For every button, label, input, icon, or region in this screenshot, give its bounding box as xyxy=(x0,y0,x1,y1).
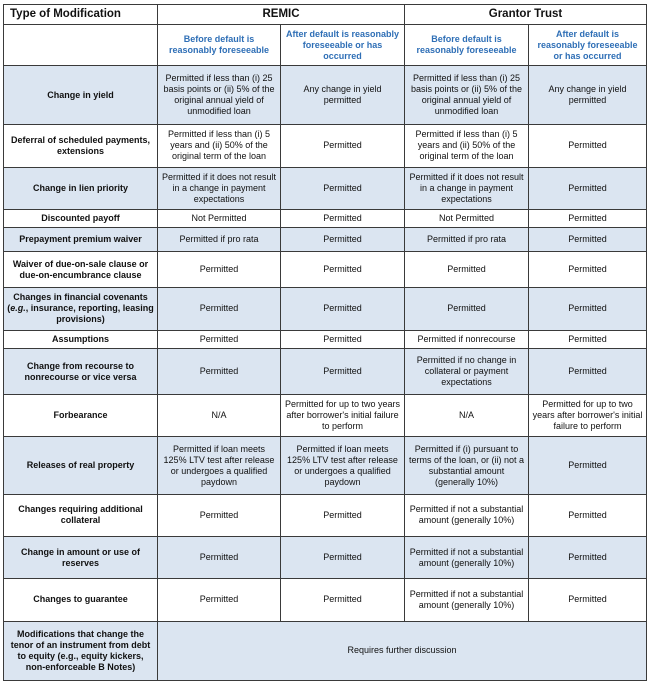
row-label: Modifications that change the tenor of an instrument from debt to equity (e.g., equity kickers, non-enforceable B Notes) xyxy=(4,621,158,680)
gt-before-cell: Permitted if no change in collateral or payment expectations xyxy=(405,348,529,394)
gt-before-cell: Permitted xyxy=(405,287,529,330)
table-row xyxy=(4,210,647,228)
table-row xyxy=(4,124,647,167)
row-label: Prepayment premium waiver xyxy=(4,228,158,252)
gt-before-cell: Permitted if not a substantial amount (generally 10%) xyxy=(405,537,529,579)
row-label xyxy=(4,287,158,330)
remic-before-cell: Permitted if pro rata xyxy=(158,228,281,252)
remic-before-cell: N/A xyxy=(158,395,281,437)
gt-after-cell: Permitted xyxy=(529,287,647,330)
row-label-post: , insurance, reporting, leasing provisions) xyxy=(25,303,154,325)
remic-after-cell: Permitted xyxy=(281,210,405,228)
remic-before-cell: Permitted xyxy=(158,287,281,330)
remic-before-cell: Permitted if less than (i) 5 years and (ii) 50% of the original term of the loan xyxy=(158,124,281,167)
row-label: Assumptions xyxy=(4,330,158,348)
table-row xyxy=(4,330,647,348)
table-row xyxy=(4,494,647,536)
table-row xyxy=(4,395,647,437)
gt-after-subheader: After default is reasonably foreseeable or has occurred xyxy=(529,25,647,66)
remic-after-cell: Permitted xyxy=(281,330,405,348)
gt-after-cell: Permitted xyxy=(529,330,647,348)
gt-before-cell: Permitted xyxy=(405,252,529,287)
gt-before-cell: Permitted if less than (i) 5 years and (ii) 50% of the original term of the loan xyxy=(405,124,529,167)
gt-after-cell: Permitted xyxy=(529,228,647,252)
requires-discussion-cell: Requires further discussion xyxy=(158,621,647,680)
table-row xyxy=(4,287,647,330)
row-label: Change in lien priority xyxy=(4,167,158,209)
table-row xyxy=(4,167,647,209)
remic-after-cell: Permitted xyxy=(281,494,405,536)
row-label-pre: Changes in financial covenants ( xyxy=(7,292,148,314)
remic-after-cell: Permitted xyxy=(281,579,405,621)
header-row xyxy=(4,5,647,25)
remic-after-cell: Permitted xyxy=(281,287,405,330)
remic-after-cell: Permitted xyxy=(281,537,405,579)
gt-before-cell: Permitted if not a substantial amount (generally 10%) xyxy=(405,494,529,536)
remic-after-cell: Permitted for up to two years after borrower's initial failure to perform xyxy=(281,395,405,437)
table-row xyxy=(4,66,647,124)
gt-after-cell: Any change in yield permitted xyxy=(529,66,647,124)
remic-header: REMIC xyxy=(158,5,405,25)
row-label: Forbearance xyxy=(4,395,158,437)
remic-before-cell: Permitted if it does not result in a change in payment expectations xyxy=(158,167,281,209)
gt-before-cell: Permitted if (i) pursuant to terms of the loan, or (ii) not a substantial amount (generally 10%) xyxy=(405,437,529,494)
empty-corner-cell xyxy=(4,25,158,66)
remic-after-cell: Permitted xyxy=(281,167,405,209)
gt-after-cell: Permitted xyxy=(529,537,647,579)
gt-after-cell: Permitted xyxy=(529,124,647,167)
remic-before-cell: Permitted xyxy=(158,537,281,579)
remic-before-subheader: Before default is reasonably foreseeable xyxy=(158,25,281,66)
remic-before-cell: Permitted xyxy=(158,348,281,394)
row-label: Discounted payoff xyxy=(4,210,158,228)
remic-after-cell: Permitted if loan meets 125% LTV test after release or undergoes a qualified paydown xyxy=(281,437,405,494)
gt-after-cell: Permitted xyxy=(529,252,647,287)
gt-before-subheader: Before default is reasonably foreseeable xyxy=(405,25,529,66)
modification-table xyxy=(3,4,647,681)
gt-after-cell: Permitted xyxy=(529,437,647,494)
row-label: Change from recourse to nonrecourse or vice versa xyxy=(4,348,158,394)
gt-after-cell: Permitted xyxy=(529,579,647,621)
gt-after-cell: Permitted xyxy=(529,210,647,228)
row-label: Change in amount or use of reserves xyxy=(4,537,158,579)
table-row xyxy=(4,437,647,494)
remic-before-cell: Permitted xyxy=(158,579,281,621)
final-row xyxy=(4,621,647,680)
gt-before-cell: Not Permitted xyxy=(405,210,529,228)
gt-before-cell: Permitted if not a substantial amount (generally 10%) xyxy=(405,579,529,621)
gt-before-cell: Permitted if nonrecourse xyxy=(405,330,529,348)
table-row xyxy=(4,252,647,287)
remic-after-cell: Permitted xyxy=(281,252,405,287)
remic-before-cell: Permitted if less than (i) 25 basis points or (ii) 5% of the original annual yield of unmodified loan xyxy=(158,66,281,124)
subheader-row xyxy=(4,25,647,66)
gt-after-cell: Permitted for up to two years after borrower's initial failure to perform xyxy=(529,395,647,437)
type-of-modification-header: Type of Modification xyxy=(4,5,158,25)
row-label: Waiver of due-on-sale clause or due-on-encumbrance clause xyxy=(4,252,158,287)
gt-before-cell: Permitted if it does not result in a change in payment expectations xyxy=(405,167,529,209)
gt-before-cell: N/A xyxy=(405,395,529,437)
remic-before-cell: Permitted xyxy=(158,494,281,536)
gt-after-cell: Permitted xyxy=(529,167,647,209)
remic-after-subheader: After default is reasonably foreseeable or has occurred xyxy=(281,25,405,66)
row-label: Changes requiring additional collateral xyxy=(4,494,158,536)
table-row xyxy=(4,537,647,579)
gt-after-cell: Permitted xyxy=(529,348,647,394)
row-label-eg: e.g. xyxy=(10,303,26,314)
table-row xyxy=(4,228,647,252)
row-label: Changes to guarantee xyxy=(4,579,158,621)
table-row xyxy=(4,579,647,621)
gt-after-cell: Permitted xyxy=(529,494,647,536)
remic-before-cell: Permitted xyxy=(158,330,281,348)
gt-before-cell: Permitted if less than (i) 25 basis points or (ii) 5% of the original annual yield of unmodified loan xyxy=(405,66,529,124)
remic-before-cell: Permitted xyxy=(158,252,281,287)
row-label: Deferral of scheduled payments, extensions xyxy=(4,124,158,167)
remic-after-cell: Any change in yield permitted xyxy=(281,66,405,124)
remic-before-cell: Permitted if loan meets 125% LTV test after release or undergoes a qualified paydown xyxy=(158,437,281,494)
remic-after-cell: Permitted xyxy=(281,228,405,252)
row-label: Releases of real property xyxy=(4,437,158,494)
table-row xyxy=(4,348,647,394)
row-label: Change in yield xyxy=(4,66,158,124)
remic-after-cell: Permitted xyxy=(281,348,405,394)
grantor-trust-header: Grantor Trust xyxy=(405,5,647,25)
remic-before-cell: Not Permitted xyxy=(158,210,281,228)
gt-before-cell: Permitted if pro rata xyxy=(405,228,529,252)
remic-after-cell: Permitted xyxy=(281,124,405,167)
